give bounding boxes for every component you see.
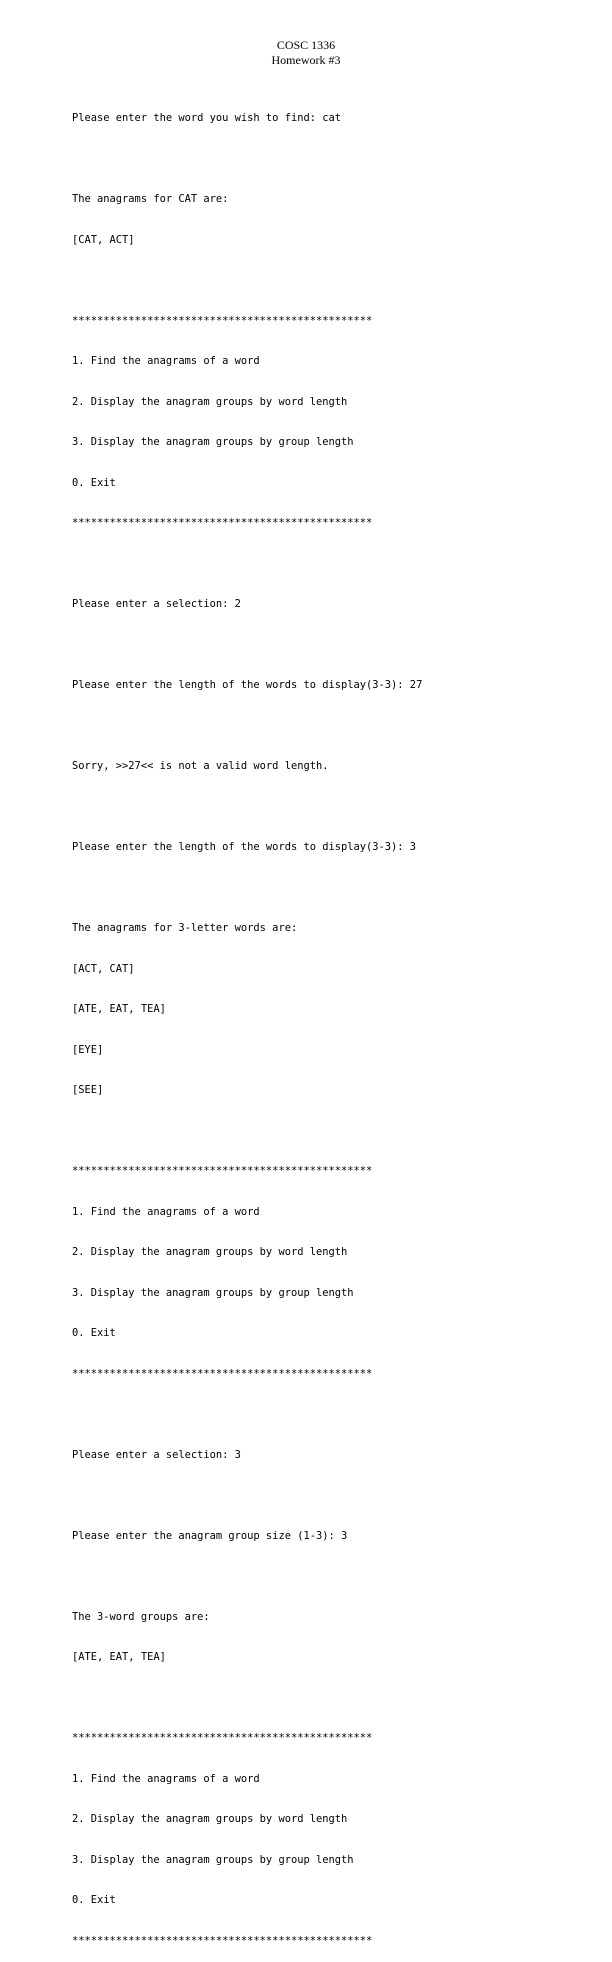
console-line: [72, 639, 592, 653]
console-line: [72, 1408, 592, 1422]
course-title: COSC 1336: [276, 38, 336, 52]
menu-item: 1. Find the anagrams of a word: [72, 355, 260, 367]
console-line: [EYE]: [72, 1043, 104, 1056]
console-line: [72, 153, 592, 167]
console-line: Please enter the anagram group size (1-3): 3: [72, 1529, 348, 1542]
console-line: [ATE, EAT, TEA]: [72, 1651, 166, 1663]
menu-item: 3. Display the anagram groups by group length: [72, 1853, 354, 1866]
console-line: [72, 720, 592, 734]
console-line: [CAT, ACT]: [72, 233, 135, 246]
menu-divider: ************************************************: [72, 1367, 373, 1380]
menu-item: 2. Display the anagram groups by word length: [72, 1813, 348, 1825]
console-line: Please enter the length of the words to display(3-3): 27: [72, 679, 423, 691]
console-line: [SEE]: [72, 1084, 104, 1096]
menu-item: 0. Exit: [72, 1894, 116, 1906]
console-line: [72, 274, 592, 288]
console-line: [72, 1570, 592, 1584]
console-line: Please enter the length of the words to display(3-3): 3: [72, 841, 417, 853]
menu-divider: ************************************************: [72, 1934, 373, 1947]
console-line: The 3-word groups are:: [72, 1610, 210, 1623]
menu-item: 3. Display the anagram groups by group length: [72, 436, 354, 448]
console-line: [72, 558, 592, 572]
menu-item: 2. Display the anagram groups by word length: [72, 395, 348, 408]
console-line: [72, 1692, 592, 1706]
console-line: Please enter the word you wish to find: cat: [72, 112, 341, 124]
menu-divider: ************************************************: [72, 517, 373, 529]
menu-item: 2. Display the anagram groups by word length: [72, 1246, 348, 1258]
console-output: [72, 85, 592, 1962]
console-line: Please enter a selection: 3: [72, 1448, 241, 1461]
console-line: Sorry, >>27<< is not a valid word length.: [72, 760, 329, 772]
menu-divider: ************************************************: [72, 1732, 373, 1744]
menu-divider: ************************************************: [72, 1165, 373, 1177]
console-line: [72, 1125, 592, 1139]
console-line: [ATE, EAT, TEA]: [72, 1003, 166, 1015]
console-line: [ACT, CAT]: [72, 962, 135, 975]
menu-item: 3. Display the anagram groups by group length: [72, 1286, 354, 1299]
console-line: [72, 1489, 592, 1503]
console-line: Please enter a selection: 2: [72, 598, 241, 610]
document-header: [0, 38, 612, 68]
menu-item: 1. Find the anagrams of a word: [72, 1772, 260, 1785]
console-line: The anagrams for CAT are:: [72, 193, 229, 205]
menu-divider: ************************************************: [72, 314, 373, 327]
console-line: The anagrams for 3-letter words are:: [72, 922, 298, 934]
menu-item: 0. Exit: [72, 476, 116, 489]
menu-item: 0. Exit: [72, 1327, 116, 1339]
menu-item: 1. Find the anagrams of a word: [72, 1205, 260, 1218]
console-line: [72, 801, 592, 815]
assignment-title: Homework #3: [271, 53, 341, 67]
console-line: [72, 882, 592, 896]
